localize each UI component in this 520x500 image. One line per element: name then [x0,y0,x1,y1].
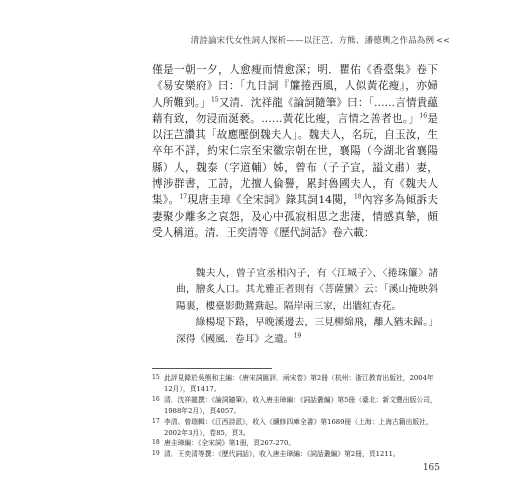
footnote-item [152,449,438,460]
footnote-number: 17 [152,417,160,425]
footnote-text: 李清、曾瑞輯：《江西詩派》，收入《續修四庫全書》第1689冊（上海：上海古籍出版社，2002年3月），卷85，頁3。 [164,417,433,437]
footnote-item [152,373,438,395]
footnote-text: 唐圭璋編：《全宋詞》第1冊，頁267-270。 [164,439,296,448]
footnotes [152,373,438,460]
page-number: 165 [422,463,440,473]
footnote-number: 16 [152,395,160,403]
footnote-item [152,417,438,439]
paragraph-1-part-e: 內容多為傾訴夫妻聚少離多之哀怨，及心中孤寂相思之悲淒，情感真摯，頗受人稱道。清．王奕清等《歷代詞話》卷六載： [152,194,438,239]
quote-paragraph-1: 魏夫人，曾子宣丞相內子，有〈江城子〉、〈捲珠簾〉諸曲，膾炙人口。其尤雅正者則有〈菩薩蠻〉云：「溪山掩映斜陽裏，樓臺影動鴛鴦起。隔岸兩三家，出牆紅杏花。 [176,268,438,312]
footnote-text: 清．王奕清等撰：《歷代詞話》，收入唐圭璋編：《詞話叢編》第2冊，頁1211。 [164,450,400,459]
footnote-text: 清．沈祥龍撰：《論詞隨筆》，收入唐圭璋編：《詞話叢編》第5冊（臺北：新文豐出版公司，1988年2月），頁4057。 [164,395,437,415]
footnote-number: 19 [152,450,160,458]
quote-paragraph-2 [176,315,438,348]
paragraph-1-part-c: 是以汪芑讚其「故應壓倒魏夫人」。魏夫人，名玩，自玉汝，生卒年不詳，約宋仁宗至宋徽宗朝在世，襄陽（今湖北省襄陽縣）人，魏泰（字道輔）姊，曾布（子子宣，謚文肅）妻，博涉群書，工詩，尤擅人倫譽，累封魯國夫人，有《魏夫人集》。 [152,112,439,207]
footnote-number: 15 [152,374,160,381]
footnote-ref-19: 19 [293,332,302,340]
footnote-number: 18 [152,439,160,447]
footnote-item [152,438,438,449]
header-title: 清詩論宋代女性詞人探析——以汪芑、方熊、潘德輿之作品為例 [190,36,435,46]
footnote-item [152,395,438,417]
header-arrows: << [436,36,450,45]
running-header [150,34,450,46]
main-body-text [152,62,438,241]
footnote-ref-15: 15 [210,96,219,104]
paragraph-1-part-d: 現唐圭璋《全宋詞》錄其詞14闋， [187,194,354,207]
paragraph-1 [152,62,438,241]
footnote-ref-16: 16 [419,112,428,120]
paragraph-1-part-a: 僅是一朝一夕，人愈瘦而情愈深；明．瞿佑《香臺集》卷下《易安樂府》曰：「九日詞『簾捲西風，人似黃花瘦』，亦婦人所難到。」 [152,64,438,109]
footnote-ref-18: 18 [353,193,362,201]
footnote-ref-17: 17 [179,193,188,201]
quote-paragraph-2-text: 綠楊堤下路，早晚溪邊去，三見柳綿飛，離人猶未歸。」深得《國風．卷耳》之遺。 [176,317,438,345]
block-quote [176,266,438,348]
paragraph-1-part-b: 又清．沈祥龍《論詞隨筆》曰：「……言情貴蘊藉有致，勿浸而涎褻。……黃花比瘦，言情之善者也。」 [152,96,438,125]
footnote-divider [152,368,272,369]
footnote-text: 此評見錄於吳熊和主編：《唐宋詞匯評．兩宋卷》第2冊（杭州：浙江教育出版社，2004年12月），頁1417。 [164,374,434,393]
